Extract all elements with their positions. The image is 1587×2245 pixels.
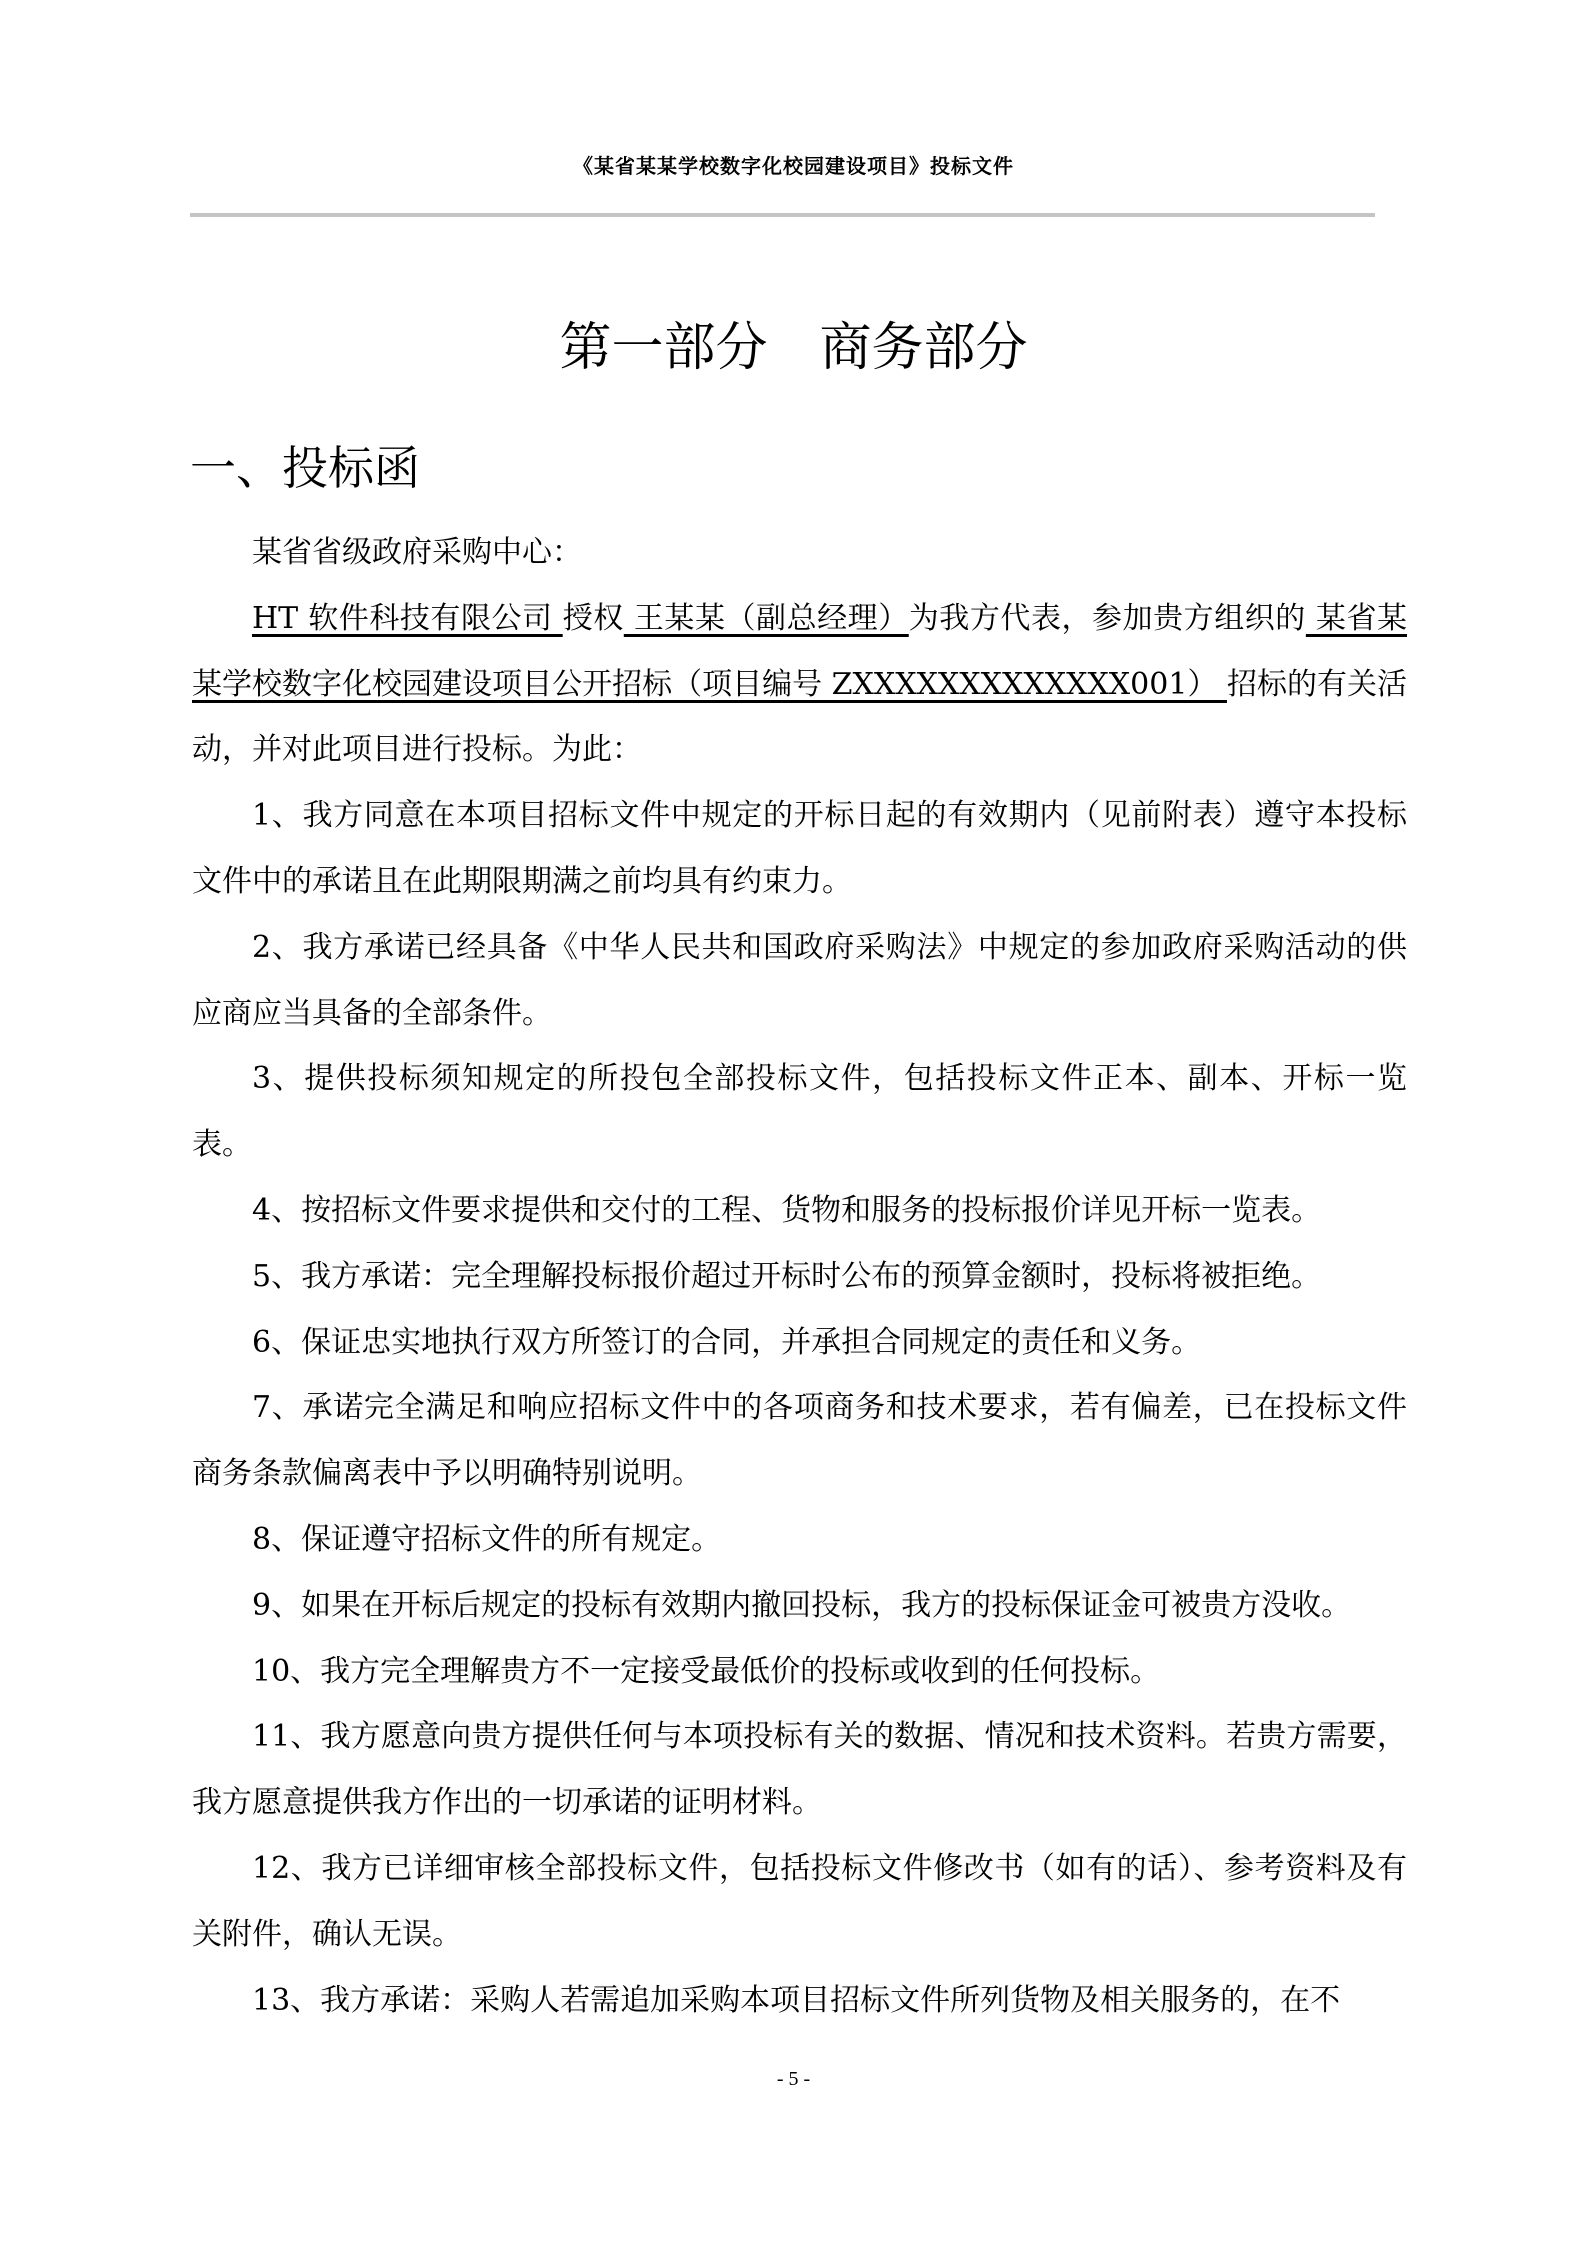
commitment-item: 3、提供投标须知规定的所投包全部投标文件，包括投标文件正本、副本、开标一览表。 <box>192 1061 1407 1163</box>
commitment-item: 7、承诺完全满足和响应招标文件中的各项商务和技术要求，若有偏差，已在投标文件商务条款偏离表中予以明确特别说明。 <box>192 1390 1407 1492</box>
intro-text: 授权 <box>562 600 624 636</box>
addressee: 某省省级政府采购中心： <box>252 535 582 570</box>
letter-body <box>192 520 1407 2033</box>
intro-text: 为我方代表，参加贵方组织的 <box>908 600 1306 636</box>
running-header: 《某省某某学校数字化校园建设项目》投标文件 <box>573 154 1014 178</box>
commitment-item: 4、按招标文件要求提供和交付的工程、货物和服务的投标报价详见开标一览表。 <box>252 1192 1322 1228</box>
commitment-item: 1、我方同意在本项目招标文件中规定的开标日起的有效期内（见前附表）遵守本投标文件中的承诺且在此期限期满之前均具有约束力。 <box>192 798 1407 899</box>
commitment-item: 5、我方承诺：完全理解投标报价超过开标时公布的预算金额时，投标将被拒绝。 <box>252 1258 1322 1294</box>
commitment-item: 2、我方承诺已经具备《中华人民共和国政府采购法》中规定的参加政府采购活动的供应商应当具备的全部条件。 <box>192 929 1407 1031</box>
representative-name: 王某某（副总经理） <box>623 600 909 636</box>
company-name: HT 软件科技有限公司 <box>252 600 563 636</box>
header-divider <box>190 213 1375 217</box>
section-heading: 一、投标函 <box>190 441 420 495</box>
commitment-item: 12、我方已详细审核全部投标文件，包括投标文件修改书（如有的话）、参考资料及有关附件，确认无误。 <box>192 1850 1407 1952</box>
commitment-item: 9、如果在开标后规定的投标有效期内撤回投标，我方的投标保证金可被贵方没收。 <box>252 1587 1352 1623</box>
intro-text: 招标的有关活动，并对此项目进行投标。为此： <box>192 666 1407 768</box>
commitment-item: 6、保证忠实地执行双方所签订的合同，并承担合同规定的责任和义务。 <box>252 1324 1202 1360</box>
intro-paragraph <box>192 586 1407 783</box>
commitment-item: 8、保证遵守招标文件的所有规定。 <box>252 1521 722 1557</box>
commitment-item: 13、我方承诺：采购人若需追加采购本项目招标文件所列货物及相关服务的，在不 <box>252 1982 1341 2018</box>
project-name: 某省某某学校数字化校园建设项目公开招标（项目编号 ZXXXXXXXXXXXXX001） <box>192 600 1408 702</box>
commitment-item: 10、我方完全理解贵方不一定接受最低价的投标或收到的任何投标。 <box>252 1653 1161 1689</box>
part-title: 第一部分 商务部分 <box>559 318 1028 378</box>
commitment-item: 11、我方愿意向贵方提供任何与本项投标有关的数据、情况和技术资料。若贵方需要，我方愿意提供我方作出的一切承诺的证明材料。 <box>192 1719 1407 1821</box>
page-number: - 5 - <box>776 2068 811 2090</box>
